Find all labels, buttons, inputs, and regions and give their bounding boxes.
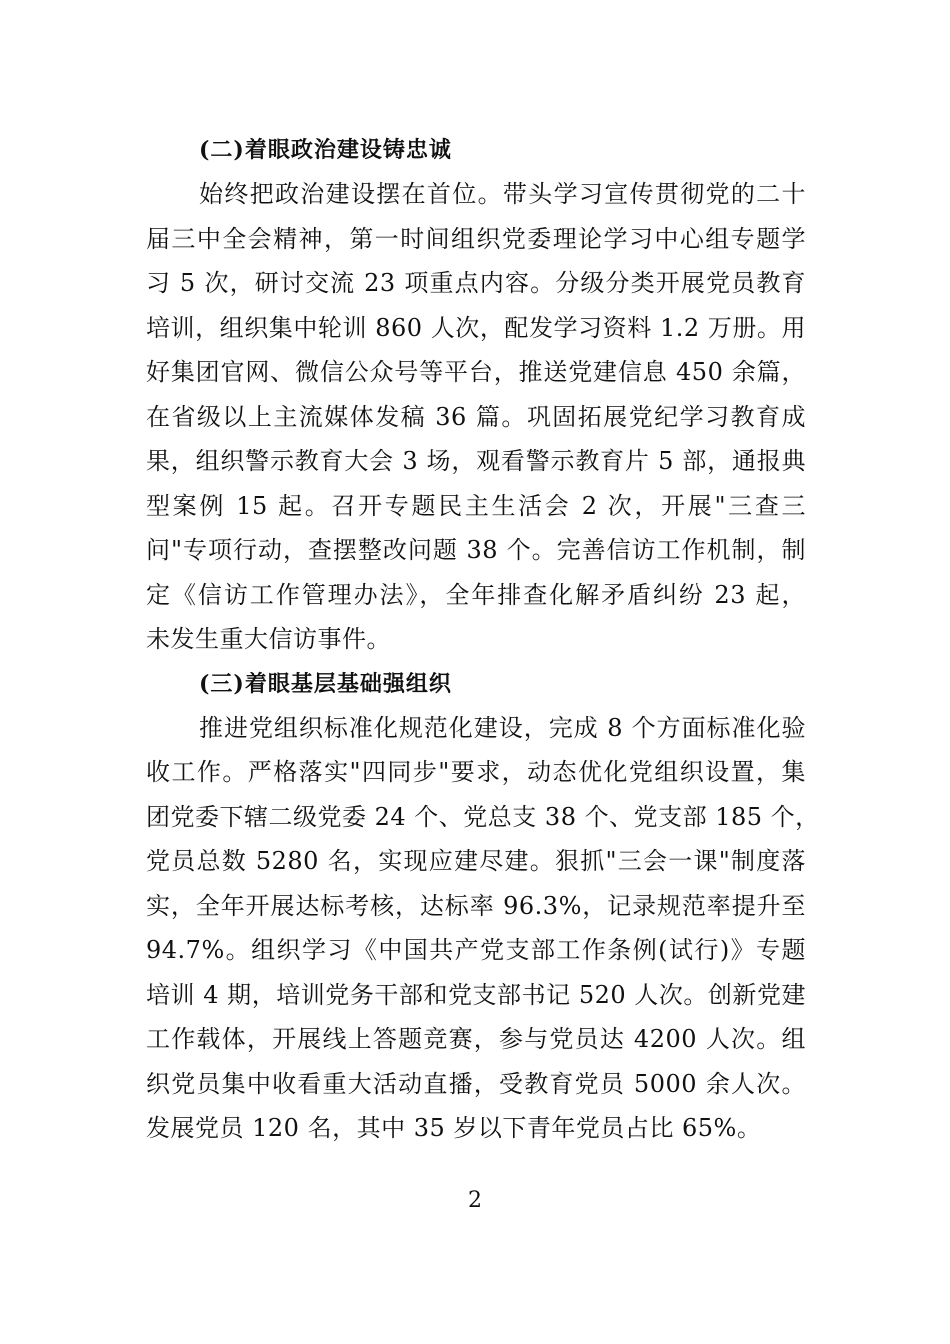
text-line: 好集团官网、微信公众号等平台，推送党建信息 450 余篇， bbox=[146, 358, 806, 386]
section-heading-political: (二)着眼政治建设铸忠诚 bbox=[199, 137, 452, 163]
text-line: 定《信访工作管理办法》，全年排查化解矛盾纠纷 23 起， bbox=[146, 580, 806, 609]
paragraph-political bbox=[146, 172, 806, 662]
text-line: 届三中全会精神，第一时间组织党委理论学习中心组专题学 bbox=[146, 224, 806, 253]
text-line: 实，全年开展达标考核，达标率 96.3%，记录规范率提升至 bbox=[146, 891, 806, 920]
text-line: 织党员集中收看重大活动直播，受教育党员 5000 余人次。 bbox=[146, 1069, 806, 1098]
text-line: 收工作。严格落实"四同步"要求，动态优化党组织设置，集 bbox=[146, 758, 806, 786]
text-line: 未发生重大信访事件。 bbox=[146, 625, 391, 653]
text-line: 问"专项行动，查摆整改问题 38 个。完善信访工作机制，制 bbox=[146, 536, 806, 564]
text-line: 工作载体，开展线上答题竞赛，参与党员达 4200 人次。组 bbox=[146, 1025, 806, 1053]
text-line: 培训 4 期，培训党务干部和党支部书记 520 人次。创新党建 bbox=[146, 980, 806, 1009]
text-line: 果，组织警示教育大会 3 场，观看警示教育片 5 部，通报典 bbox=[146, 447, 806, 475]
text-line: 在省级以上主流媒体发稿 36 篇。巩固拓展党纪学习教育成 bbox=[146, 402, 806, 431]
text-line: 94.7%。组织学习《中国共产党支部工作条例(试行)》专题 bbox=[146, 936, 806, 964]
paragraph-grassroots bbox=[146, 706, 820, 1151]
text-line: 党员总数 5280 名，实现应建尽建。狠抓"三会一课"制度落 bbox=[146, 847, 806, 875]
text-line: 型案例 15 起。召开专题民主生活会 2 次，开展"三查三 bbox=[146, 491, 806, 520]
text-line: 推进党组织标准化规范化建设，完成 8 个方面标准化验 bbox=[199, 713, 806, 742]
text-line: 培训，组织集中轮训 860 人次，配发学习资料 1.2 万册。用 bbox=[146, 313, 806, 342]
text-line: 习 5 次，研讨交流 23 项重点内容。分级分类开展党员教育 bbox=[146, 269, 806, 297]
text-line: 团党委下辖二级党委 24 个、党总支 38 个、党支部 185 个， bbox=[146, 802, 820, 831]
document-body bbox=[146, 128, 820, 1151]
text-line: 发展党员 120 名，其中 35 岁以下青年党员占比 65%。 bbox=[146, 1114, 762, 1142]
page-number: 2 bbox=[468, 1188, 482, 1213]
text-line: 始终把政治建设摆在首位。带头学习宣传贯彻党的二十 bbox=[199, 180, 806, 208]
section-heading-grassroots: (三)着眼基层基础强组织 bbox=[199, 670, 452, 697]
